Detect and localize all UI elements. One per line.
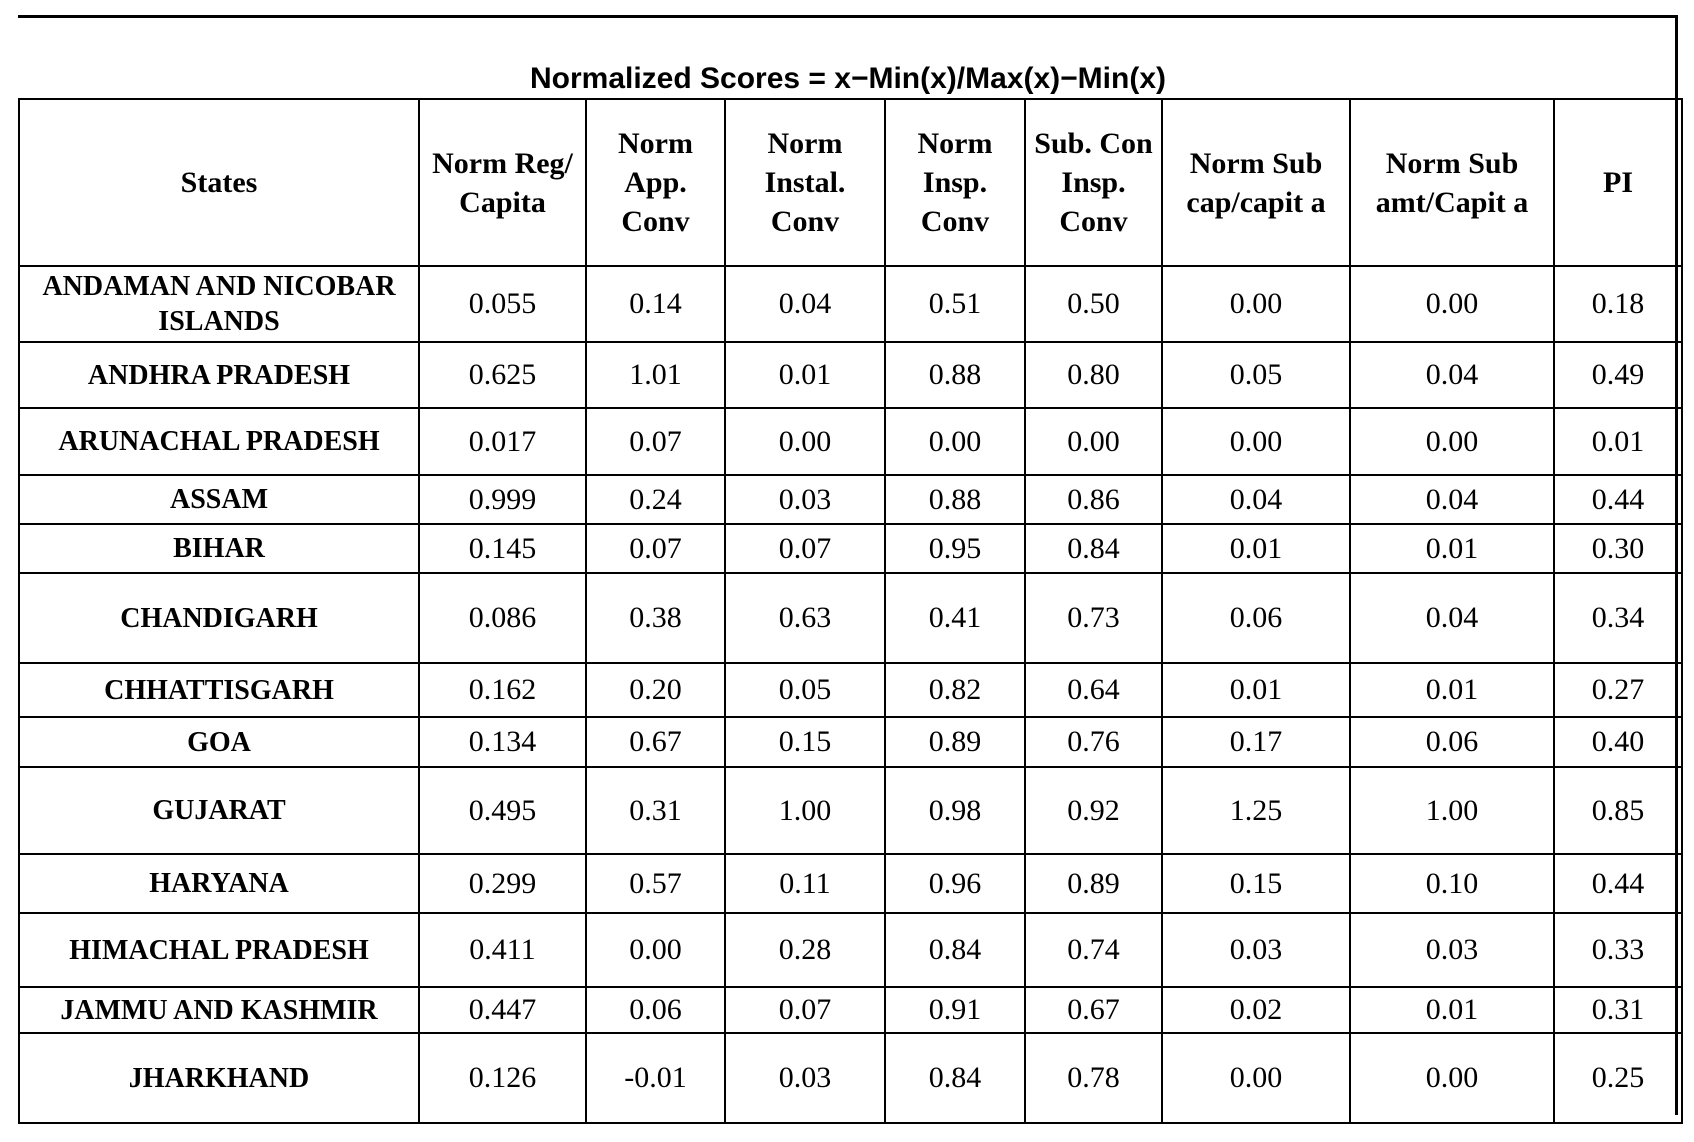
table-cell: 0.07 <box>725 524 885 573</box>
table-row <box>19 1033 1682 1123</box>
table-cell: 0.01 <box>1350 663 1554 717</box>
table-cell: 0.73 <box>1025 573 1162 663</box>
table-cell: 0.00 <box>1350 266 1554 342</box>
table-cell: 0.06 <box>586 987 725 1033</box>
state-cell: HARYANA <box>19 854 419 913</box>
table-cell: 0.134 <box>419 717 586 767</box>
table-cell: 0.01 <box>1554 408 1682 475</box>
table-cell: 0.38 <box>586 573 725 663</box>
table-cell: 0.95 <box>885 524 1025 573</box>
table-cell: 0.01 <box>1162 663 1350 717</box>
column-header: Norm Instal. Conv <box>725 99 885 266</box>
table-cell: 0.00 <box>1350 1033 1554 1123</box>
table-row <box>19 913 1682 987</box>
table-cell: 0.89 <box>1025 854 1162 913</box>
table-cell: 0.00 <box>1025 408 1162 475</box>
table-cell: 0.76 <box>1025 717 1162 767</box>
state-cell: ANDHRA PRADESH <box>19 342 419 408</box>
table-cell: 0.086 <box>419 573 586 663</box>
table-cell: 0.00 <box>725 408 885 475</box>
table-cell: 0.01 <box>725 342 885 408</box>
table-row <box>19 266 1682 342</box>
table-cell: 0.17 <box>1162 717 1350 767</box>
table-cell: 0.51 <box>885 266 1025 342</box>
table-cell: -0.01 <box>586 1033 725 1123</box>
table-cell: 0.299 <box>419 854 586 913</box>
table-cell: 0.50 <box>1025 266 1162 342</box>
table-cell: 0.86 <box>1025 475 1162 524</box>
column-header: Norm App. Conv <box>586 99 725 266</box>
table-cell: 0.04 <box>725 266 885 342</box>
column-header: PI <box>1554 99 1682 266</box>
table-cell: 0.495 <box>419 767 586 854</box>
table-cell: 0.91 <box>885 987 1025 1033</box>
table-cell: 0.40 <box>1554 717 1682 767</box>
table-cell: 0.18 <box>1554 266 1682 342</box>
table-cell: 0.126 <box>419 1033 586 1123</box>
table-cell: 0.00 <box>1162 1033 1350 1123</box>
table-cell: 0.07 <box>725 987 885 1033</box>
table-row <box>19 987 1682 1033</box>
column-header: Norm Sub amt/Capit a <box>1350 99 1554 266</box>
table-row <box>19 854 1682 913</box>
table-cell: 0.04 <box>1350 342 1554 408</box>
column-header: Norm Sub cap/capit a <box>1162 99 1350 266</box>
table-cell: 0.44 <box>1554 854 1682 913</box>
table-cell: 0.04 <box>1350 573 1554 663</box>
table-cell: 0.01 <box>1162 524 1350 573</box>
table-cell: 0.02 <box>1162 987 1350 1033</box>
table-cell: 0.63 <box>725 573 885 663</box>
state-cell: ARUNACHAL PRADESH <box>19 408 419 475</box>
table-cell: 0.30 <box>1554 524 1682 573</box>
table-row <box>19 717 1682 767</box>
table-cell: 0.27 <box>1554 663 1682 717</box>
table-cell: 0.10 <box>1350 854 1554 913</box>
scores-table <box>18 98 1683 1124</box>
table-cell: 0.04 <box>1162 475 1350 524</box>
table-cell: 0.017 <box>419 408 586 475</box>
column-header: States <box>19 99 419 266</box>
table-cell: 0.00 <box>1350 408 1554 475</box>
table-row <box>19 573 1682 663</box>
table-cell: 1.00 <box>725 767 885 854</box>
table-row <box>19 767 1682 854</box>
table-cell: 0.88 <box>885 342 1025 408</box>
table-cell: 0.03 <box>1162 913 1350 987</box>
state-cell: ASSAM <box>19 475 419 524</box>
table-cell: 0.625 <box>419 342 586 408</box>
table-cell: 0.03 <box>725 1033 885 1123</box>
page-title: Normalized Scores = x−Min(x)/Max(x)−Min(x) <box>529 62 1166 95</box>
state-cell: JHARKHAND <box>19 1033 419 1123</box>
table-cell: 0.28 <box>725 913 885 987</box>
table-cell: 0.20 <box>586 663 725 717</box>
table-cell: 0.80 <box>1025 342 1162 408</box>
table-cell: 0.96 <box>885 854 1025 913</box>
table-cell: 0.33 <box>1554 913 1682 987</box>
table-cell: 0.11 <box>725 854 885 913</box>
table-cell: 0.85 <box>1554 767 1682 854</box>
table-cell: 0.411 <box>419 913 586 987</box>
table-row <box>19 524 1682 573</box>
table-cell: 0.145 <box>419 524 586 573</box>
table-cell: 1.01 <box>586 342 725 408</box>
table-cell: 0.15 <box>725 717 885 767</box>
table-cell: 0.03 <box>1350 913 1554 987</box>
table-cell: 0.25 <box>1554 1033 1682 1123</box>
table-cell: 0.05 <box>1162 342 1350 408</box>
table-cell: 0.84 <box>885 913 1025 987</box>
table-cell: 0.04 <box>1350 475 1554 524</box>
table-cell: 0.055 <box>419 266 586 342</box>
table-cell: 0.88 <box>885 475 1025 524</box>
state-cell: CHHATTISGARH <box>19 663 419 717</box>
table-cell: 0.64 <box>1025 663 1162 717</box>
table-cell: 0.74 <box>1025 913 1162 987</box>
table-cell: 0.44 <box>1554 475 1682 524</box>
table-cell: 0.49 <box>1554 342 1682 408</box>
state-cell: GUJARAT <box>19 767 419 854</box>
table-cell: 0.06 <box>1162 573 1350 663</box>
table-cell: 0.57 <box>586 854 725 913</box>
table-cell: 0.92 <box>1025 767 1162 854</box>
header-row <box>19 99 1682 266</box>
column-header: Sub. Con Insp. Conv <box>1025 99 1162 266</box>
table-cell: 0.447 <box>419 987 586 1033</box>
table-cell: 1.00 <box>1350 767 1554 854</box>
table-cell: 0.00 <box>885 408 1025 475</box>
state-cell: CHANDIGARH <box>19 573 419 663</box>
table-cell: 0.89 <box>885 717 1025 767</box>
table-cell: 0.41 <box>885 573 1025 663</box>
table-cell: 0.01 <box>1350 987 1554 1033</box>
table-cell: 0.05 <box>725 663 885 717</box>
table-row <box>19 408 1682 475</box>
table-cell: 0.31 <box>1554 987 1682 1033</box>
table-cell: 1.25 <box>1162 767 1350 854</box>
state-cell: GOA <box>19 717 419 767</box>
table-cell: 0.31 <box>586 767 725 854</box>
state-cell: HIMACHAL PRADESH <box>19 913 419 987</box>
table-row <box>19 342 1682 408</box>
table-cell: 0.67 <box>1025 987 1162 1033</box>
table-cell: 0.67 <box>586 717 725 767</box>
table-cell: 0.00 <box>1162 408 1350 475</box>
table-cell: 0.162 <box>419 663 586 717</box>
table-row <box>19 475 1682 524</box>
table-cell: 0.84 <box>885 1033 1025 1123</box>
column-header: Norm Reg/ Capita <box>419 99 586 266</box>
state-cell: ANDAMAN AND NICOBAR ISLANDS <box>19 266 419 342</box>
table-cell: 0.00 <box>586 913 725 987</box>
table-cell: 0.03 <box>725 475 885 524</box>
table-cell: 0.00 <box>1162 266 1350 342</box>
table-cell: 0.01 <box>1350 524 1554 573</box>
state-cell: BIHAR <box>19 524 419 573</box>
state-cell: JAMMU AND KASHMIR <box>19 987 419 1033</box>
table-cell: 0.78 <box>1025 1033 1162 1123</box>
table-cell: 0.06 <box>1350 717 1554 767</box>
table-cell: 0.84 <box>1025 524 1162 573</box>
table-cell: 0.34 <box>1554 573 1682 663</box>
table-cell: 0.24 <box>586 475 725 524</box>
table-cell: 0.14 <box>586 266 725 342</box>
table-cell: 0.07 <box>586 408 725 475</box>
table-cell: 0.82 <box>885 663 1025 717</box>
table-cell: 0.999 <box>419 475 586 524</box>
column-header: Norm Insp. Conv <box>885 99 1025 266</box>
table-cell: 0.15 <box>1162 854 1350 913</box>
table-cell: 0.07 <box>586 524 725 573</box>
table-row <box>19 663 1682 717</box>
table-cell: 0.98 <box>885 767 1025 854</box>
